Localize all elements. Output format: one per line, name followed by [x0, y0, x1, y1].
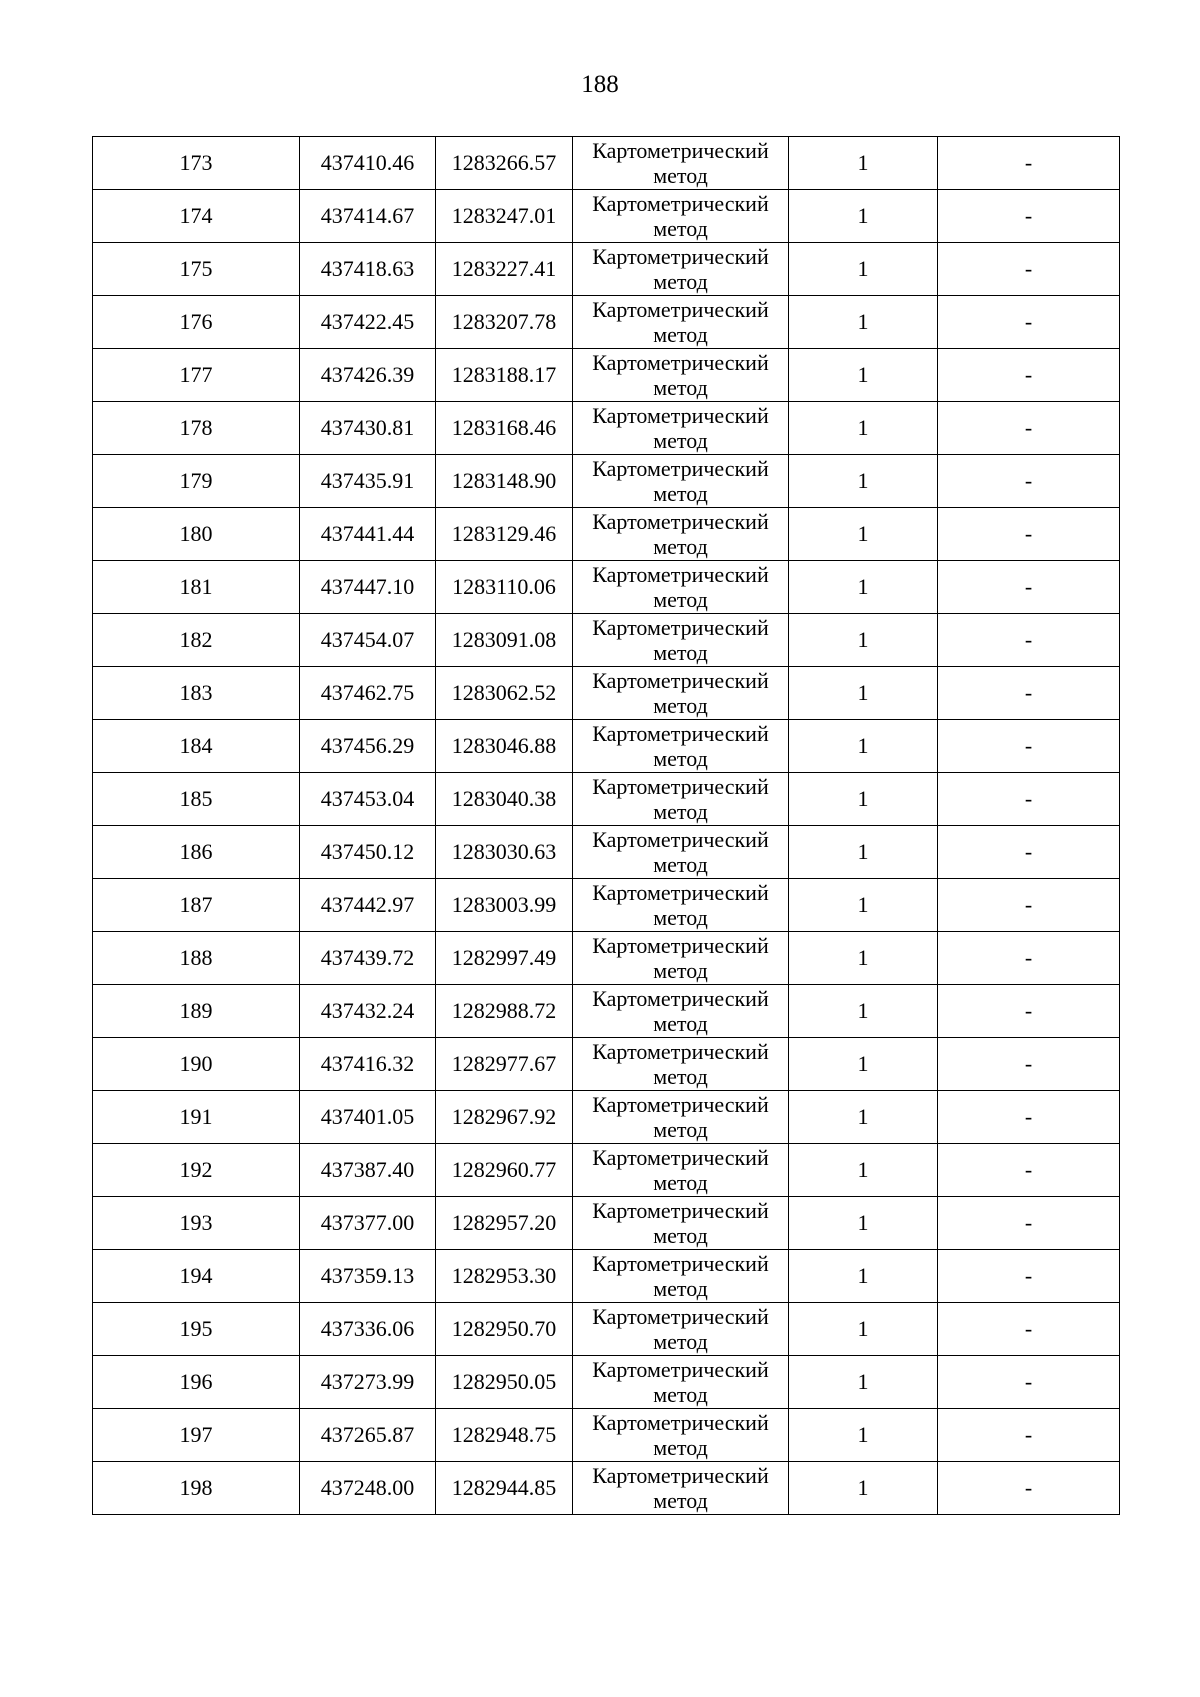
method-line-1: Картометрический: [592, 1357, 769, 1382]
method-cell: [573, 455, 789, 508]
method-line-2: метод: [653, 1488, 708, 1513]
coordinate-x-cell: 437439.72: [300, 932, 436, 985]
accuracy-cell: 1: [789, 1144, 938, 1197]
method-line-1: Картометрический: [592, 191, 769, 216]
method-line-1: Картометрический: [592, 244, 769, 269]
point-number-cell: 189: [93, 985, 300, 1038]
method-line-2: метод: [653, 1117, 708, 1142]
accuracy-cell: 1: [789, 614, 938, 667]
method-cell: [573, 1038, 789, 1091]
method-line-2: метод: [653, 322, 708, 347]
description-cell: -: [938, 243, 1120, 296]
table-row: [93, 1462, 1120, 1515]
accuracy-cell: 1: [789, 1197, 938, 1250]
coordinate-x-cell: 437273.99: [300, 1356, 436, 1409]
coordinate-y-cell: 1282960.77: [436, 1144, 573, 1197]
description-cell: -: [938, 1303, 1120, 1356]
method-line-2: метод: [653, 1329, 708, 1354]
method-line-2: метод: [653, 269, 708, 294]
table-row: [93, 1356, 1120, 1409]
description-cell: -: [938, 296, 1120, 349]
method-cell: [573, 1409, 789, 1462]
method-line-2: метод: [653, 1011, 708, 1036]
accuracy-cell: 1: [789, 296, 938, 349]
description-cell: -: [938, 826, 1120, 879]
coordinate-x-cell: 437265.87: [300, 1409, 436, 1462]
method-line-1: Картометрический: [592, 668, 769, 693]
coordinate-y-cell: 1283148.90: [436, 455, 573, 508]
method-cell: [573, 1356, 789, 1409]
description-cell: -: [938, 1038, 1120, 1091]
accuracy-cell: 1: [789, 985, 938, 1038]
description-cell: -: [938, 879, 1120, 932]
point-number-cell: 178: [93, 402, 300, 455]
coordinate-x-cell: 437435.91: [300, 455, 436, 508]
accuracy-cell: 1: [789, 137, 938, 190]
method-cell: [573, 296, 789, 349]
coordinate-x-cell: 437456.29: [300, 720, 436, 773]
coordinate-y-cell: 1283062.52: [436, 667, 573, 720]
method-line-1: Картометрический: [592, 986, 769, 1011]
table-row: [93, 1303, 1120, 1356]
coordinate-x-cell: 437377.00: [300, 1197, 436, 1250]
accuracy-cell: 1: [789, 1462, 938, 1515]
table-row: [93, 826, 1120, 879]
method-cell: [573, 1462, 789, 1515]
method-line-2: метод: [653, 375, 708, 400]
accuracy-cell: 1: [789, 1038, 938, 1091]
accuracy-cell: 1: [789, 1356, 938, 1409]
table-row: [93, 402, 1120, 455]
coordinate-y-cell: 1283227.41: [436, 243, 573, 296]
accuracy-cell: 1: [789, 349, 938, 402]
description-cell: -: [938, 402, 1120, 455]
table-row: [93, 561, 1120, 614]
coordinate-x-cell: 437450.12: [300, 826, 436, 879]
point-number-cell: 191: [93, 1091, 300, 1144]
method-line-1: Картометрический: [592, 933, 769, 958]
coordinate-y-cell: 1282997.49: [436, 932, 573, 985]
coordinate-y-cell: 1282950.70: [436, 1303, 573, 1356]
description-cell: -: [938, 614, 1120, 667]
method-line-1: Картометрический: [592, 1039, 769, 1064]
method-cell: [573, 720, 789, 773]
table-row: [93, 296, 1120, 349]
point-number-cell: 190: [93, 1038, 300, 1091]
coordinate-y-cell: 1282953.30: [436, 1250, 573, 1303]
table-row: [93, 773, 1120, 826]
coordinate-y-cell: 1283266.57: [436, 137, 573, 190]
method-cell: [573, 667, 789, 720]
accuracy-cell: 1: [789, 508, 938, 561]
method-cell: [573, 561, 789, 614]
table-row: [93, 1144, 1120, 1197]
coordinate-y-cell: 1283129.46: [436, 508, 573, 561]
coordinate-x-cell: 437430.81: [300, 402, 436, 455]
method-cell: [573, 932, 789, 985]
accuracy-cell: 1: [789, 1091, 938, 1144]
accuracy-cell: 1: [789, 243, 938, 296]
point-number-cell: 197: [93, 1409, 300, 1462]
point-number-cell: 179: [93, 455, 300, 508]
method-line-2: метод: [653, 428, 708, 453]
coordinate-x-cell: 437401.05: [300, 1091, 436, 1144]
description-cell: -: [938, 1250, 1120, 1303]
accuracy-cell: 1: [789, 402, 938, 455]
coordinate-x-cell: 437416.32: [300, 1038, 436, 1091]
description-cell: -: [938, 1462, 1120, 1515]
method-line-1: Картометрический: [592, 721, 769, 746]
coordinate-y-cell: 1283003.99: [436, 879, 573, 932]
accuracy-cell: 1: [789, 1250, 938, 1303]
coordinates-table: [92, 136, 1120, 1515]
method-line-2: метод: [653, 746, 708, 771]
point-number-cell: 181: [93, 561, 300, 614]
point-number-cell: 174: [93, 190, 300, 243]
method-line-2: метод: [653, 852, 708, 877]
method-cell: [573, 1144, 789, 1197]
coordinate-x-cell: 437418.63: [300, 243, 436, 296]
method-cell: [573, 1197, 789, 1250]
coordinate-x-cell: 437442.97: [300, 879, 436, 932]
method-cell: [573, 137, 789, 190]
method-line-2: метод: [653, 1382, 708, 1407]
table-row: [93, 720, 1120, 773]
point-number-cell: 184: [93, 720, 300, 773]
coordinates-table-body: [93, 137, 1120, 1515]
coordinate-y-cell: 1282948.75: [436, 1409, 573, 1462]
coordinate-x-cell: 437422.45: [300, 296, 436, 349]
description-cell: -: [938, 455, 1120, 508]
point-number-cell: 192: [93, 1144, 300, 1197]
method-line-1: Картометрический: [592, 1198, 769, 1223]
method-cell: [573, 190, 789, 243]
coordinate-y-cell: 1283188.17: [436, 349, 573, 402]
point-number-cell: 187: [93, 879, 300, 932]
coordinate-y-cell: 1283046.88: [436, 720, 573, 773]
method-cell: [573, 243, 789, 296]
coordinate-x-cell: 437432.24: [300, 985, 436, 1038]
accuracy-cell: 1: [789, 773, 938, 826]
point-number-cell: 193: [93, 1197, 300, 1250]
table-row: [93, 1091, 1120, 1144]
coordinate-x-cell: 437426.39: [300, 349, 436, 402]
method-cell: [573, 773, 789, 826]
description-cell: -: [938, 508, 1120, 561]
coordinate-y-cell: 1283207.78: [436, 296, 573, 349]
method-line-1: Картометрический: [592, 456, 769, 481]
description-cell: -: [938, 985, 1120, 1038]
method-cell: [573, 614, 789, 667]
method-cell: [573, 985, 789, 1038]
method-line-2: метод: [653, 958, 708, 983]
method-line-1: Картометрический: [592, 1251, 769, 1276]
method-cell: [573, 349, 789, 402]
coordinate-x-cell: 437248.00: [300, 1462, 436, 1515]
point-number-cell: 176: [93, 296, 300, 349]
description-cell: -: [938, 773, 1120, 826]
description-cell: -: [938, 1144, 1120, 1197]
description-cell: -: [938, 349, 1120, 402]
accuracy-cell: 1: [789, 455, 938, 508]
point-number-cell: 182: [93, 614, 300, 667]
method-line-1: Картометрический: [592, 1410, 769, 1435]
description-cell: -: [938, 1091, 1120, 1144]
method-line-2: метод: [653, 216, 708, 241]
accuracy-cell: 1: [789, 879, 938, 932]
method-line-1: Картометрический: [592, 1304, 769, 1329]
point-number-cell: 198: [93, 1462, 300, 1515]
accuracy-cell: 1: [789, 1409, 938, 1462]
coordinate-y-cell: 1283040.38: [436, 773, 573, 826]
method-line-2: метод: [653, 905, 708, 930]
accuracy-cell: 1: [789, 1303, 938, 1356]
accuracy-cell: 1: [789, 667, 938, 720]
method-cell: [573, 879, 789, 932]
coordinate-x-cell: 437462.75: [300, 667, 436, 720]
method-line-1: Картометрический: [592, 880, 769, 905]
table-row: [93, 243, 1120, 296]
coordinate-y-cell: 1283168.46: [436, 402, 573, 455]
method-cell: [573, 402, 789, 455]
method-line-2: метод: [653, 1170, 708, 1195]
method-line-1: Картометрический: [592, 827, 769, 852]
coordinate-x-cell: 437453.04: [300, 773, 436, 826]
coordinate-y-cell: 1283110.06: [436, 561, 573, 614]
method-line-1: Картометрический: [592, 403, 769, 428]
method-line-1: Картометрический: [592, 297, 769, 322]
method-line-2: метод: [653, 163, 708, 188]
point-number-cell: 195: [93, 1303, 300, 1356]
coordinate-x-cell: 437336.06: [300, 1303, 436, 1356]
method-line-2: метод: [653, 481, 708, 506]
point-number-cell: 175: [93, 243, 300, 296]
coordinate-y-cell: 1282957.20: [436, 1197, 573, 1250]
method-line-1: Картометрический: [592, 1145, 769, 1170]
point-number-cell: 185: [93, 773, 300, 826]
description-cell: -: [938, 932, 1120, 985]
table-row: [93, 1250, 1120, 1303]
method-line-2: метод: [653, 1435, 708, 1460]
table-row: [93, 1409, 1120, 1462]
method-line-2: метод: [653, 1223, 708, 1248]
method-cell: [573, 508, 789, 561]
description-cell: -: [938, 190, 1120, 243]
point-number-cell: 194: [93, 1250, 300, 1303]
method-line-1: Картометрический: [592, 562, 769, 587]
method-line-1: Картометрический: [592, 509, 769, 534]
coordinate-x-cell: 437387.40: [300, 1144, 436, 1197]
description-cell: -: [938, 1197, 1120, 1250]
method-line-2: метод: [653, 534, 708, 559]
point-number-cell: 177: [93, 349, 300, 402]
method-cell: [573, 1250, 789, 1303]
description-cell: -: [938, 720, 1120, 773]
description-cell: -: [938, 1356, 1120, 1409]
table-row: [93, 137, 1120, 190]
table-row: [93, 1038, 1120, 1091]
point-number-cell: 188: [93, 932, 300, 985]
method-line-1: Картометрический: [592, 350, 769, 375]
point-number-cell: 180: [93, 508, 300, 561]
method-line-1: Картометрический: [592, 1463, 769, 1488]
table-row: [93, 614, 1120, 667]
coordinate-y-cell: 1282950.05: [436, 1356, 573, 1409]
method-line-2: метод: [653, 587, 708, 612]
method-cell: [573, 1091, 789, 1144]
method-line-1: Картометрический: [592, 138, 769, 163]
accuracy-cell: 1: [789, 720, 938, 773]
coordinate-y-cell: 1282967.92: [436, 1091, 573, 1144]
coordinate-y-cell: 1283091.08: [436, 614, 573, 667]
table-row: [93, 932, 1120, 985]
point-number-cell: 173: [93, 137, 300, 190]
method-line-1: Картометрический: [592, 615, 769, 640]
coordinate-y-cell: 1282944.85: [436, 1462, 573, 1515]
method-line-2: метод: [653, 693, 708, 718]
table-row: [93, 349, 1120, 402]
accuracy-cell: 1: [789, 932, 938, 985]
method-line-1: Картометрический: [592, 1092, 769, 1117]
coordinate-y-cell: 1283030.63: [436, 826, 573, 879]
method-line-2: метод: [653, 1276, 708, 1301]
point-number-cell: 186: [93, 826, 300, 879]
coordinate-x-cell: 437447.10: [300, 561, 436, 614]
accuracy-cell: 1: [789, 826, 938, 879]
point-number-cell: 183: [93, 667, 300, 720]
table-row: [93, 508, 1120, 561]
coordinate-x-cell: 437359.13: [300, 1250, 436, 1303]
table-row: [93, 455, 1120, 508]
table-row: [93, 1197, 1120, 1250]
description-cell: -: [938, 667, 1120, 720]
coordinate-x-cell: 437414.67: [300, 190, 436, 243]
method-line-1: Картометрический: [592, 774, 769, 799]
table-row: [93, 190, 1120, 243]
method-cell: [573, 1303, 789, 1356]
description-cell: -: [938, 137, 1120, 190]
description-cell: -: [938, 1409, 1120, 1462]
description-cell: -: [938, 561, 1120, 614]
table-row: [93, 667, 1120, 720]
method-line-2: метод: [653, 1064, 708, 1089]
method-line-2: метод: [653, 640, 708, 665]
point-number-cell: 196: [93, 1356, 300, 1409]
table-row: [93, 985, 1120, 1038]
coordinate-x-cell: 437454.07: [300, 614, 436, 667]
method-line-2: метод: [653, 799, 708, 824]
coordinate-x-cell: 437410.46: [300, 137, 436, 190]
coordinate-x-cell: 437441.44: [300, 508, 436, 561]
coordinate-y-cell: 1282977.67: [436, 1038, 573, 1091]
page-number: 188: [581, 71, 619, 98]
accuracy-cell: 1: [789, 190, 938, 243]
coordinate-y-cell: 1283247.01: [436, 190, 573, 243]
coordinate-y-cell: 1282988.72: [436, 985, 573, 1038]
method-cell: [573, 826, 789, 879]
accuracy-cell: 1: [789, 561, 938, 614]
table-row: [93, 879, 1120, 932]
